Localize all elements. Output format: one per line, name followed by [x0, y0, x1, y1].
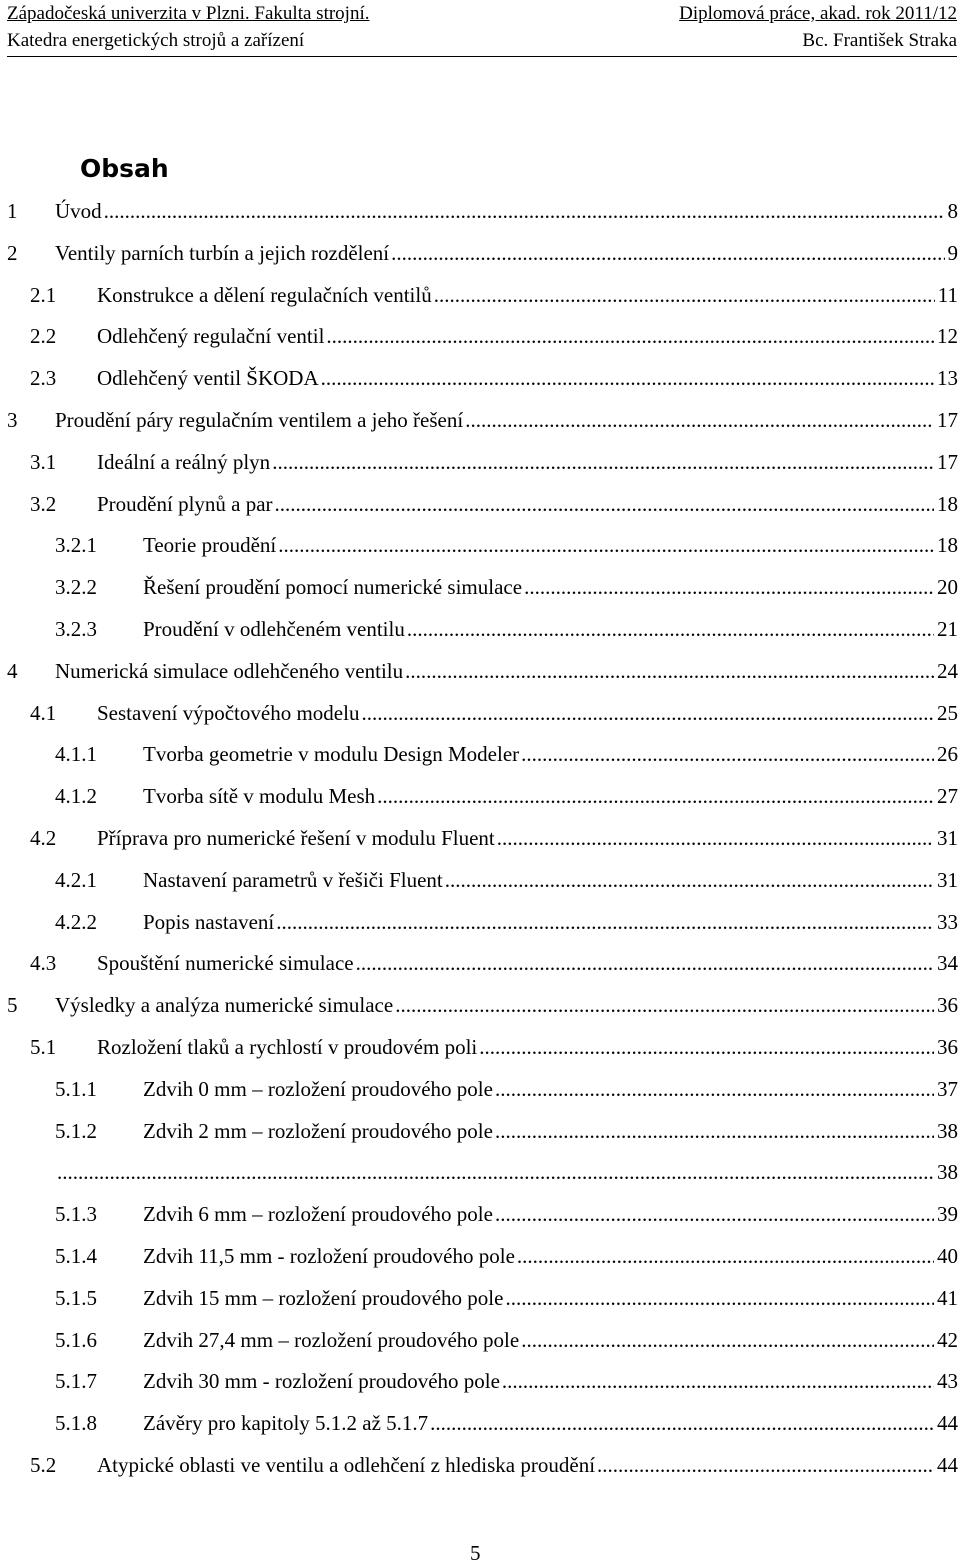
toc-entry[interactable]: [55, 1283, 958, 1313]
toc-entry[interactable]: [55, 1408, 958, 1438]
toc-entry-number: 5.1.1: [55, 1076, 97, 1101]
toc-entry[interactable]: [30, 1450, 958, 1480]
toc-leader-dots: [524, 572, 934, 602]
toc-entry-label: Atypické oblasti ve ventilu a odlehčení z hlediska proudění: [97, 1453, 596, 1477]
toc-leader-dots: [278, 530, 934, 560]
toc-entry[interactable]: [7, 405, 958, 435]
toc-entry-page: 12: [937, 324, 958, 349]
toc-leader-dots: [104, 196, 945, 226]
toc-entry-page: 34: [937, 951, 958, 976]
toc-entry-page: 41: [937, 1285, 958, 1310]
toc-entry-page: 24: [937, 658, 958, 683]
toc-leader-dots: [521, 1325, 934, 1355]
toc-leader-dots: [275, 489, 934, 519]
toc-entry-page: 43: [937, 1369, 958, 1394]
toc-entry-number: 3.2.1: [55, 533, 97, 558]
toc-entry[interactable]: [30, 280, 958, 310]
toc-entry-label: Odlehčený ventil ŠKODA: [97, 366, 319, 391]
toc-entry-page: 31: [937, 826, 958, 850]
toc-entry-page: 38: [937, 1160, 958, 1185]
toc-entry-label: Nastavení parametrů v řešiči Fluent: [143, 867, 443, 892]
toc-entry-page: 26: [937, 742, 958, 767]
toc-entry-label: Numerická simulace odlehčeného ventilu: [55, 658, 404, 683]
toc-leader-dots: [517, 1241, 934, 1271]
header-thesis-info: Diplomová práce, akad. rok 2011/12: [679, 3, 957, 24]
toc-leader-dots: [430, 1408, 934, 1438]
toc-leader-dots: [321, 363, 934, 393]
page-number: 5: [470, 1541, 481, 1565]
toc-entry-number: 4.2.1: [55, 867, 97, 892]
toc-entry-number: 4.2: [30, 826, 57, 850]
toc-entry[interactable]: [30, 321, 958, 351]
toc-entry-label: Zdvih 30 mm - rozložení proudového pole: [143, 1369, 500, 1394]
toc-entry-number: 4.1: [30, 700, 57, 725]
toc-entry-label: Zdvih 27,4 mm – rozložení proudového pole: [143, 1327, 520, 1352]
toc-leader-dots: [465, 405, 934, 435]
toc-entry-label: Výsledky a analýza numerické simulace: [55, 993, 394, 1018]
toc-entry-number: 5.1.7: [55, 1369, 97, 1394]
header-row-1: [7, 0, 957, 27]
header-rule: [7, 56, 957, 57]
toc-entry-page: 37: [937, 1076, 958, 1101]
toc-entry-number: 4.3: [30, 951, 57, 976]
toc-entry-label: Příprava pro numerické řešení v modulu Fluent: [97, 826, 495, 850]
toc-entry-label: Zdvih 15 mm – rozložení proudového pole: [143, 1285, 504, 1310]
toc-entry-page: 33: [937, 909, 958, 934]
toc-entry[interactable]: [55, 1157, 958, 1187]
toc-entry[interactable]: [55, 1241, 958, 1271]
toc-leader-dots: [445, 865, 934, 895]
toc-leader-dots: [272, 447, 934, 477]
toc-entry-number: 4.2.2: [55, 909, 97, 934]
toc-leader-dots: [391, 238, 944, 268]
toc-entry-label: Tvorba geometrie v modulu Design Modeler: [143, 742, 520, 767]
toc-entry-label: Popis nastavení: [143, 909, 275, 934]
toc-entry-number: 5.1.4: [55, 1244, 97, 1268]
toc-leader-dots: [356, 948, 934, 978]
toc-entry-number: 4.1.1: [55, 742, 97, 767]
toc-leader-dots: [361, 698, 934, 728]
toc-entry[interactable]: [55, 1325, 958, 1355]
toc-entry-number: 3.2.3: [55, 617, 97, 641]
toc-entry-page: 9: [947, 240, 958, 265]
toc-leader-dots: [495, 1199, 934, 1229]
toc-entry-number: 2.1: [30, 282, 57, 307]
toc-entry-page: 17: [937, 449, 958, 474]
toc-entry-number: 3.2.2: [55, 575, 97, 600]
toc-entry[interactable]: [55, 614, 958, 644]
toc-leader-dots: [405, 656, 934, 686]
toc-entry-page: 21: [937, 617, 958, 641]
toc-entry[interactable]: [55, 572, 958, 602]
toc-entry-page: 25: [937, 700, 958, 725]
toc-leader-dots: [377, 781, 934, 811]
toc-leader-dots: [597, 1450, 934, 1480]
toc-entry[interactable]: [30, 363, 958, 393]
toc-entry[interactable]: [7, 990, 958, 1020]
toc-entry-number: 2.3: [30, 366, 57, 391]
toc-entry-page: 44: [937, 1411, 958, 1436]
toc-entry[interactable]: [55, 865, 958, 895]
toc-entry[interactable]: [7, 656, 958, 686]
toc-entry-label: Konstrukce a dělení regulačních ventilů: [97, 282, 432, 307]
toc-entry-label: Ideální a reálný plyn: [97, 449, 271, 474]
toc-entry-label: Spouštění numerické simulace: [97, 951, 354, 976]
toc-entry-page: 38: [937, 1118, 958, 1143]
header-university: Západočeská univerzita v Plzni. Fakulta strojní.: [7, 3, 370, 24]
toc-entry-number: 3: [7, 408, 18, 432]
toc-title: Obsah: [80, 154, 169, 183]
toc-leader-dots: [395, 990, 934, 1020]
toc-entry-label: Sestavení výpočtového modelu: [97, 700, 360, 725]
toc-entry-label: Zdvih 2 mm – rozložení proudového pole: [143, 1118, 493, 1143]
toc-entry-label: Proudění plynů a par: [97, 491, 273, 516]
toc-entry-page: 20: [937, 575, 958, 600]
toc-entry[interactable]: [30, 447, 958, 477]
toc-entry-page: 31: [937, 867, 958, 892]
toc-entry-label: Zdvih 0 mm – rozložení proudového pole: [143, 1076, 493, 1101]
toc-entry-label: Úvod: [55, 199, 102, 223]
toc-entry-number: 4: [7, 658, 18, 683]
toc-entry-page: 44: [937, 1453, 958, 1477]
toc-entry-page: 36: [937, 1035, 958, 1059]
toc-leader-dots: [326, 321, 934, 351]
toc-leader-dots: [479, 1032, 934, 1062]
toc-entry-label: Zdvih 6 mm – rozložení proudového pole: [143, 1202, 493, 1227]
toc-entry-label: Proudění v odlehčeném ventilu: [143, 617, 405, 641]
toc-entry-number: 5: [7, 993, 18, 1018]
header-row-2: [7, 27, 957, 54]
toc-entry-number: 3.2: [30, 491, 57, 516]
toc-entry-page: 18: [937, 533, 958, 558]
toc-entry-label: Ventily parních turbín a jejich rozdělení: [55, 240, 390, 265]
toc-entry[interactable]: [30, 823, 958, 853]
toc-entry-number: 5.1.6: [55, 1327, 97, 1352]
toc-entry-page: 18: [937, 491, 958, 516]
toc-entry-page: 17: [937, 408, 958, 432]
toc-leader-dots: [57, 1157, 934, 1187]
toc-entry[interactable]: [55, 530, 958, 560]
toc-entry-label: Zdvih 11,5 mm - rozložení proudového pole: [143, 1244, 515, 1268]
toc-entry-label: Rozložení tlaků a rychlostí v proudovém poli: [97, 1035, 478, 1059]
toc-entry[interactable]: [55, 1074, 958, 1104]
toc-entry-number: 5.1.2: [55, 1118, 97, 1143]
toc-entry-page: 11: [937, 282, 958, 307]
toc-leader-dots: [521, 739, 934, 769]
toc-entry-number: 2.2: [30, 324, 57, 349]
toc-leader-dots: [495, 1116, 934, 1146]
toc-entry[interactable]: [7, 238, 958, 268]
toc-entry-label: Tvorba sítě v modulu Mesh: [143, 784, 376, 809]
toc-entry-label: Závěry pro kapitoly 5.1.2 až 5.1.7: [143, 1411, 429, 1436]
toc-entry-page: 27: [937, 784, 958, 809]
toc-entry[interactable]: [55, 1199, 958, 1229]
toc-entry-number: 5.1: [30, 1035, 57, 1059]
toc-leader-dots: [495, 1074, 934, 1104]
toc-entry-number: 2: [7, 240, 18, 265]
toc-entry[interactable]: [30, 698, 958, 728]
toc-entry[interactable]: [55, 907, 958, 937]
toc-entry-page: 42: [937, 1327, 958, 1352]
toc-entry-label: Řešení proudění pomocí numerické simulace: [143, 575, 523, 600]
toc-entry[interactable]: [55, 1366, 958, 1396]
toc-entry-number: 5.1.8: [55, 1411, 97, 1436]
header-department: Katedra energetických strojů a zařízení: [7, 30, 305, 51]
toc-leader-dots: [505, 1283, 934, 1313]
toc-entry[interactable]: [7, 196, 958, 226]
toc-entry-label: Proudění páry regulačním ventilem a jeho řešení: [55, 408, 464, 432]
toc-entry[interactable]: [55, 739, 958, 769]
toc-entry-number: 1: [7, 199, 18, 223]
toc-entry-label: Teorie proudění: [143, 533, 277, 558]
toc-entry-page: 8: [947, 199, 958, 223]
toc-entry-page: 36: [937, 993, 958, 1018]
header-author: Bc. František Straka: [802, 30, 957, 51]
toc-entry[interactable]: [55, 781, 958, 811]
toc-entry-number: 3.1: [30, 449, 57, 474]
toc-entry[interactable]: [30, 489, 958, 519]
toc-entry[interactable]: [30, 1032, 958, 1062]
toc-leader-dots: [434, 280, 935, 310]
toc-entry-page: 39: [937, 1202, 958, 1227]
toc-entry-number: 5.1.5: [55, 1285, 97, 1310]
toc-entry-page: 40: [937, 1244, 958, 1268]
toc-entry-label: Odlehčený regulační ventil: [97, 324, 325, 349]
toc-entry-number: 5.2: [30, 1453, 57, 1477]
toc-leader-dots: [502, 1366, 934, 1396]
toc-leader-dots: [276, 907, 934, 937]
toc-entry-number: 5.1.3: [55, 1202, 97, 1227]
toc-entry[interactable]: [30, 948, 958, 978]
toc-leader-dots: [497, 823, 934, 853]
toc-entry[interactable]: [55, 1116, 958, 1146]
toc-entry-page: 13: [937, 366, 958, 391]
page-header: [7, 0, 957, 56]
toc-leader-dots: [407, 614, 934, 644]
toc-entry-number: 4.1.2: [55, 784, 97, 809]
